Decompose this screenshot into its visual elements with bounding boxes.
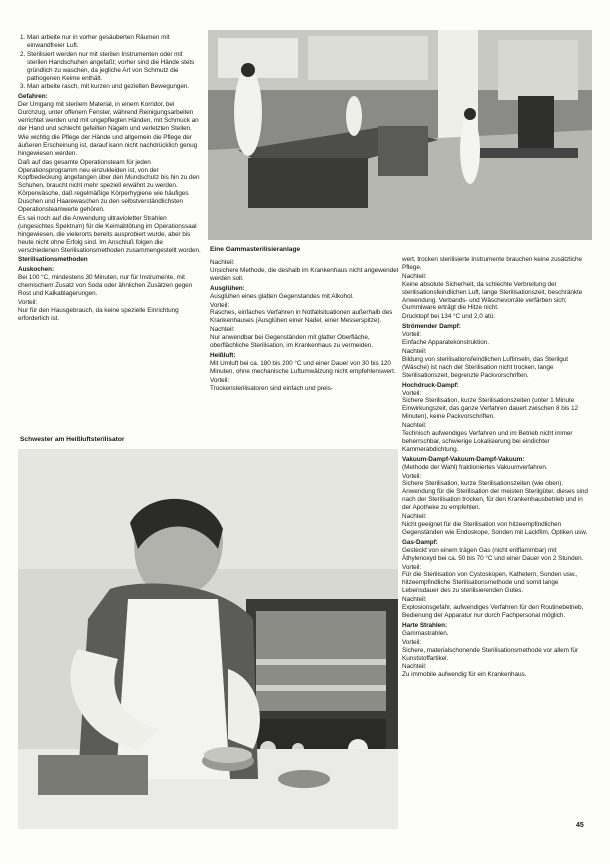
label-vorteil: Vorteil: — [402, 638, 422, 646]
paragraph: Trockensterilisatoren sind einfach und preis- — [210, 384, 333, 392]
paragraph: Zu immobile aufwendig für ein Krankenhaus. — [402, 671, 527, 679]
caption-schwester: Schwester am Heißluftsterilisator — [20, 436, 125, 443]
label-vorteil: Vorteil: — [18, 299, 38, 306]
paragraph: Mit Umluft bei ca. 180 bis 200 °C und einer Dauer von 30 bis 120 Minuten, ohne mechanische Luftumwälzung nicht empfehlenswert. — [210, 359, 396, 375]
heading-gas-dampf: Gas-Dampf: — [402, 538, 438, 546]
paragraph: Sichere Sterilisation, kurze Sterilisationszeiten (unter 1 Minute Einwirkungszeit, das ganze Verfahren dauert zwischen 8 bis 12 Minuten), keine Packvorschriften. — [402, 397, 578, 421]
right-column-text — [402, 256, 592, 680]
paragraph: Keine absolute Sicherheit, da schlechte Verbreitung der sterilisationsfeindlichen Luft, lange Sterilisationszeit, beschränkte Anwendung. Verbands- und Wäschevorräte verfärben sich; Gummiware erträgt die Hitze nicht. — [402, 280, 583, 312]
paragraph: Technisch aufwendiges Verfahren und im Betrieb nicht immer beherrschbar, schwierige Lokalisierung bei eindichter Kammerabdichtung. — [402, 430, 573, 453]
gamma-sterilizer-photo — [208, 30, 592, 240]
label-nachteil: Nachteil: — [402, 272, 427, 280]
paragraph: Nur für den Hausgebrauch, da keine spezielle Einrichtung erforderlich ist. — [18, 306, 179, 322]
middle-column-text — [210, 259, 402, 394]
paragraph: Für die Sterilisation von Cystoskopen, Kathetern, Sonden usw., hitzeempfindliche Sterilisationsmethode und somit lange Lebensdauer des zu sterilisierenden Gutes. — [402, 571, 578, 595]
paragraph: Bei 100 °C, mindestens 30 Minuten, nur für Instrumente, mit chemischem Zusatz von Soda oder ähnlichen Zusätzen gegen Rost und Kalkablagerungen. — [18, 274, 193, 298]
paragraph: Sichere Sterilisation, kurze Sterilisationszeiten (wie oben). Anwendung für die Sterilisation der meisten Sterilgüter, dieses sind nach der Sterilisation trocken, für den Krankenhausbetrieb und in der Apotheke zu empfehlen. — [402, 480, 588, 512]
heading-ausgluehen: Ausglühen: — [210, 284, 245, 292]
heading-hochdruck-dampf: Hochdruck-Dampf: — [402, 381, 459, 389]
paragraph: Gesteckt von einem trägen Gas (nicht entflammbar) mit Äthylenoxyd bei ca. 50 bis 70 °C und einer Dauer von 2 Stunden. — [402, 546, 584, 562]
paragraph: Ausglühen eines glatten Gegenstandes mit Alkohol. — [210, 292, 354, 300]
heading-heissluft: Heißluft: — [210, 351, 236, 359]
paragraph: Es sei noch auf die Anwendung ultravioletter Strahlen (ungesichtes Spektrum) für die Keimabtötung im Operationssaal hingewiesen, die vielerorts bereits ausprobiert wurde, aber bis heute nicht ohne Erfolg sind. Im Anschluß folgen die verschiedenen Sterilisationsmethoden zusammengestellt worden. — [18, 214, 201, 254]
heading-methoden: Sterilisationsmethoden — [18, 256, 88, 264]
paragraph: Unsichere Methode, die deshalb im Krankenhaus nicht angewendet werden soll. — [210, 266, 399, 282]
rule-item: 3. Man arbeite rasch, mit kurzen und gezielten Bewegungen. — [27, 83, 204, 91]
label-vorteil: Vorteil: — [402, 389, 422, 397]
paragraph: Explosionsgefahr, aufwendiges Verfahren für den Routinebetrieb, Bedienung der Apparatur nur durch Fachpersonal möglich. — [402, 604, 584, 619]
paragraph: Wie wichtig die Pflege der Hände und allgemein die Pflege der äußeren Erscheinung ist, darauf kann nicht nachdrücklich genug hingewiesen werden. — [18, 133, 198, 157]
heading-gefahren: Gefahren: — [18, 93, 48, 101]
label-vorteil: Vorteil: — [210, 376, 230, 384]
label-vorteil: Vorteil: — [402, 472, 422, 480]
label-vorteil: Vorteil: — [402, 331, 422, 339]
heading-harte-strahlen: Harte Strahlen: — [402, 621, 448, 629]
label-nachteil: Nachteil: — [402, 347, 427, 355]
label-nachteil: Nachteil: — [402, 422, 427, 430]
label-vorteil: Vorteil: — [210, 301, 230, 309]
paragraph: Daß auf das gesamte Operationsteam für jeden Operationsprogramm neu einzukleiden ist, von der Kopfbedeckung angefangen über den Mundschutz bis hin zu den Schuhen, braucht nicht mehr speziell erwähnt zu werden. Körperwäsche, daß regelmäßige Körperhygiene wie häufiges Duschen und Haarewaschen zu den selbstverständlichsten Operationsteamwerte gehören. — [18, 158, 200, 214]
paragraph: Rasches, einfaches Verfahren in Notfallsituationen außerhalb des Krankenhauses (Ausglühen einer Nadel, einer Messerspitze). — [210, 309, 393, 325]
paragraph: Der Umgang mit sterilem Material, in einem Korridor, bei Durchzug, unter offenem Fenster, während Reinigungsarbeiten verrichtet werden und mit ungepflegten Händen, mit Schmuck an der Hand und schlecht gefeilten Nägeln und verletzten Stellen. — [18, 101, 199, 132]
paragraph: Sichere, materialschonende Sterilisationsmethode vor allem für Kunststoffartikel. — [402, 646, 578, 662]
label-nachteil: Nachteil: — [210, 259, 235, 266]
heading-stroemender-dampf: Strömender Dampf: — [402, 323, 461, 331]
paragraph: Nicht geeignet für die Sterilisation von hitzeempfindlichen Gegenständen wie Endoskope, Sonden mit Lackfilm, Optiken usw. — [402, 521, 588, 536]
label-nachteil: Nachteil: — [210, 326, 235, 334]
rules-list — [18, 34, 204, 91]
paragraph: (Methode der Wahl) fraktioniertes Vakuumverfahren. — [402, 463, 548, 471]
caption-gamma: Eine Gammasterilisieranlage — [210, 246, 301, 253]
paragraph: Einfache Apparatekonstruktion. — [402, 339, 489, 347]
paragraph: Gammastrahlen. — [402, 629, 449, 637]
nurse-photo-illustration — [18, 449, 398, 829]
label-vorteil: Vorteil: — [402, 563, 422, 571]
heading-vakuum: Vakuum-Dampf-Vakuum-Dampf-Vakuum: — [402, 455, 525, 463]
rule-item: 2. Sterilisiert werden nur mit sterilen Instrumenten oder mit sterilen Handschuhen angefaßt; vorher sind die Hände stets gründlich zu waschen, da jegliche Art von Schmutz die pathogenen Keime enthält. — [27, 51, 204, 83]
nurse-sterilizer-photo — [18, 449, 398, 829]
label-nachteil: Nachteil: — [402, 513, 427, 521]
heading-auskochen: Auskochen: — [18, 266, 55, 274]
label-nachteil: Nachteil: — [402, 663, 427, 671]
page-number: 45 — [576, 822, 584, 829]
paragraph: Bildung von sterilisationsfeindlichen Luftinseln, das Sterilgut (Wäsche) ist nach der Sterilisation nicht trocken, lange Sterilisationszeit, begrenzte Packvorschriften. — [402, 355, 568, 379]
label-nachteil: Nachteil: — [402, 596, 427, 604]
paragraph: Drucktopf bei 134 °C und 2,0 atü: — [402, 313, 495, 321]
left-column-text — [18, 34, 204, 324]
paragraph: Nur anwendbar bei Gegenständen mit glatter Oberfläche, oberflächliche Sterilisation, im Krankenhaus zu vermeiden. — [210, 334, 373, 350]
gamma-photo-illustration — [208, 30, 592, 240]
paragraph: wert, trocken sterilisierte Instrumente brauchen keine zusätzliche Pflege. — [402, 256, 582, 271]
rule-item: 1. Man arbeite nur in vorher gesäuberten Räumen mit einwandfreier Luft. — [27, 34, 204, 50]
